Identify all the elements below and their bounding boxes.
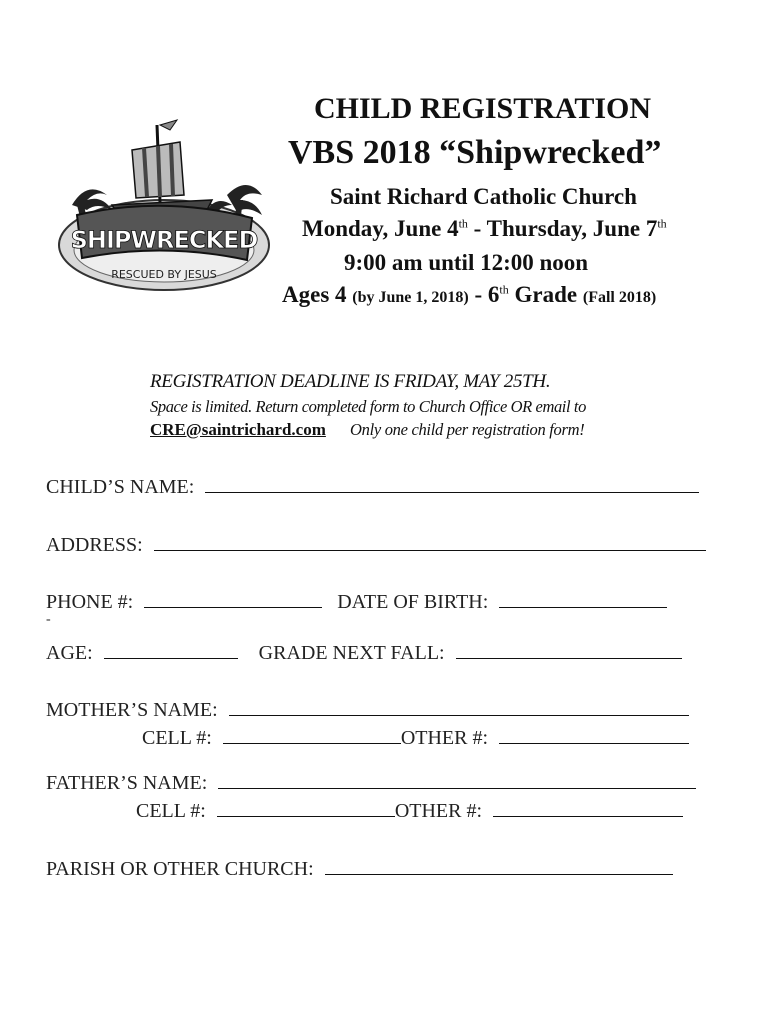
grade-label: GRADE NEXT FALL: xyxy=(258,642,445,664)
child-name-row xyxy=(46,474,699,499)
parish-row xyxy=(46,856,673,881)
event-ages: Ages 4 (by June 1, 2018) - 6th Grade (Fall 2018) xyxy=(282,282,657,307)
mother-name-label: MOTHER’S NAME: xyxy=(46,699,218,721)
phone-label: PHONE #: xyxy=(46,591,134,613)
father-phones-row xyxy=(136,798,683,823)
phone-field[interactable] xyxy=(144,589,322,608)
logo-title-text: SHIPWRECKED xyxy=(70,226,258,254)
event-title: VBS 2018 “Shipwrecked” xyxy=(288,134,662,171)
address-label: ADDRESS: xyxy=(46,534,143,556)
dob-field[interactable] xyxy=(499,589,667,608)
age-grade-row xyxy=(46,640,682,665)
email-link[interactable]: CRE@saintrichard.com xyxy=(150,420,326,439)
mother-cell-field[interactable] xyxy=(223,725,401,744)
address-row xyxy=(46,532,706,557)
child-name-label: CHILD’S NAME: xyxy=(46,476,195,498)
shipwrecked-logo xyxy=(52,110,274,300)
father-other-label: OTHER #: xyxy=(394,800,483,822)
child-name-field[interactable] xyxy=(205,474,699,493)
father-name-field[interactable] xyxy=(218,770,696,789)
phone-dob-row xyxy=(46,589,667,614)
mother-other-label: OTHER #: xyxy=(400,727,489,749)
mother-other-field[interactable] xyxy=(499,725,689,744)
father-cell-label: CELL #: xyxy=(136,800,206,822)
address-field[interactable] xyxy=(154,532,706,551)
age-field[interactable] xyxy=(104,640,238,659)
mother-row xyxy=(46,697,689,722)
logo-tagline: RESCUED BY JESUS xyxy=(111,268,217,281)
mother-cell-label: CELL #: xyxy=(142,727,212,749)
grade-field[interactable] xyxy=(456,640,682,659)
father-row xyxy=(46,770,696,795)
mother-name-field[interactable] xyxy=(229,697,689,716)
father-cell-field[interactable] xyxy=(217,798,395,817)
email-row xyxy=(150,420,584,440)
event-dates: Monday, June 4th - Thursday, June 7th xyxy=(302,216,667,241)
dob-label: DATE OF BIRTH: xyxy=(337,591,489,613)
parish-label: PARISH OR OTHER CHURCH: xyxy=(46,858,314,880)
stray-dash: - xyxy=(46,612,51,627)
event-time: 9:00 am until 12:00 noon xyxy=(344,250,589,275)
page-title: CHILD REGISTRATION xyxy=(314,92,652,125)
one-child-notice: Only one child per registration form! xyxy=(350,420,585,439)
father-name-label: FATHER’S NAME: xyxy=(46,772,208,794)
mother-phones-row xyxy=(142,725,689,750)
deadline-notice: REGISTRATION DEADLINE IS FRIDAY, MAY 25TH. xyxy=(150,371,551,392)
father-other-field[interactable] xyxy=(493,798,683,817)
parish-field[interactable] xyxy=(325,856,673,875)
space-notice: Space is limited. Return completed form to Church Office OR email to xyxy=(150,397,586,416)
age-label: AGE: xyxy=(46,642,93,664)
church-name: Saint Richard Catholic Church xyxy=(330,184,637,209)
